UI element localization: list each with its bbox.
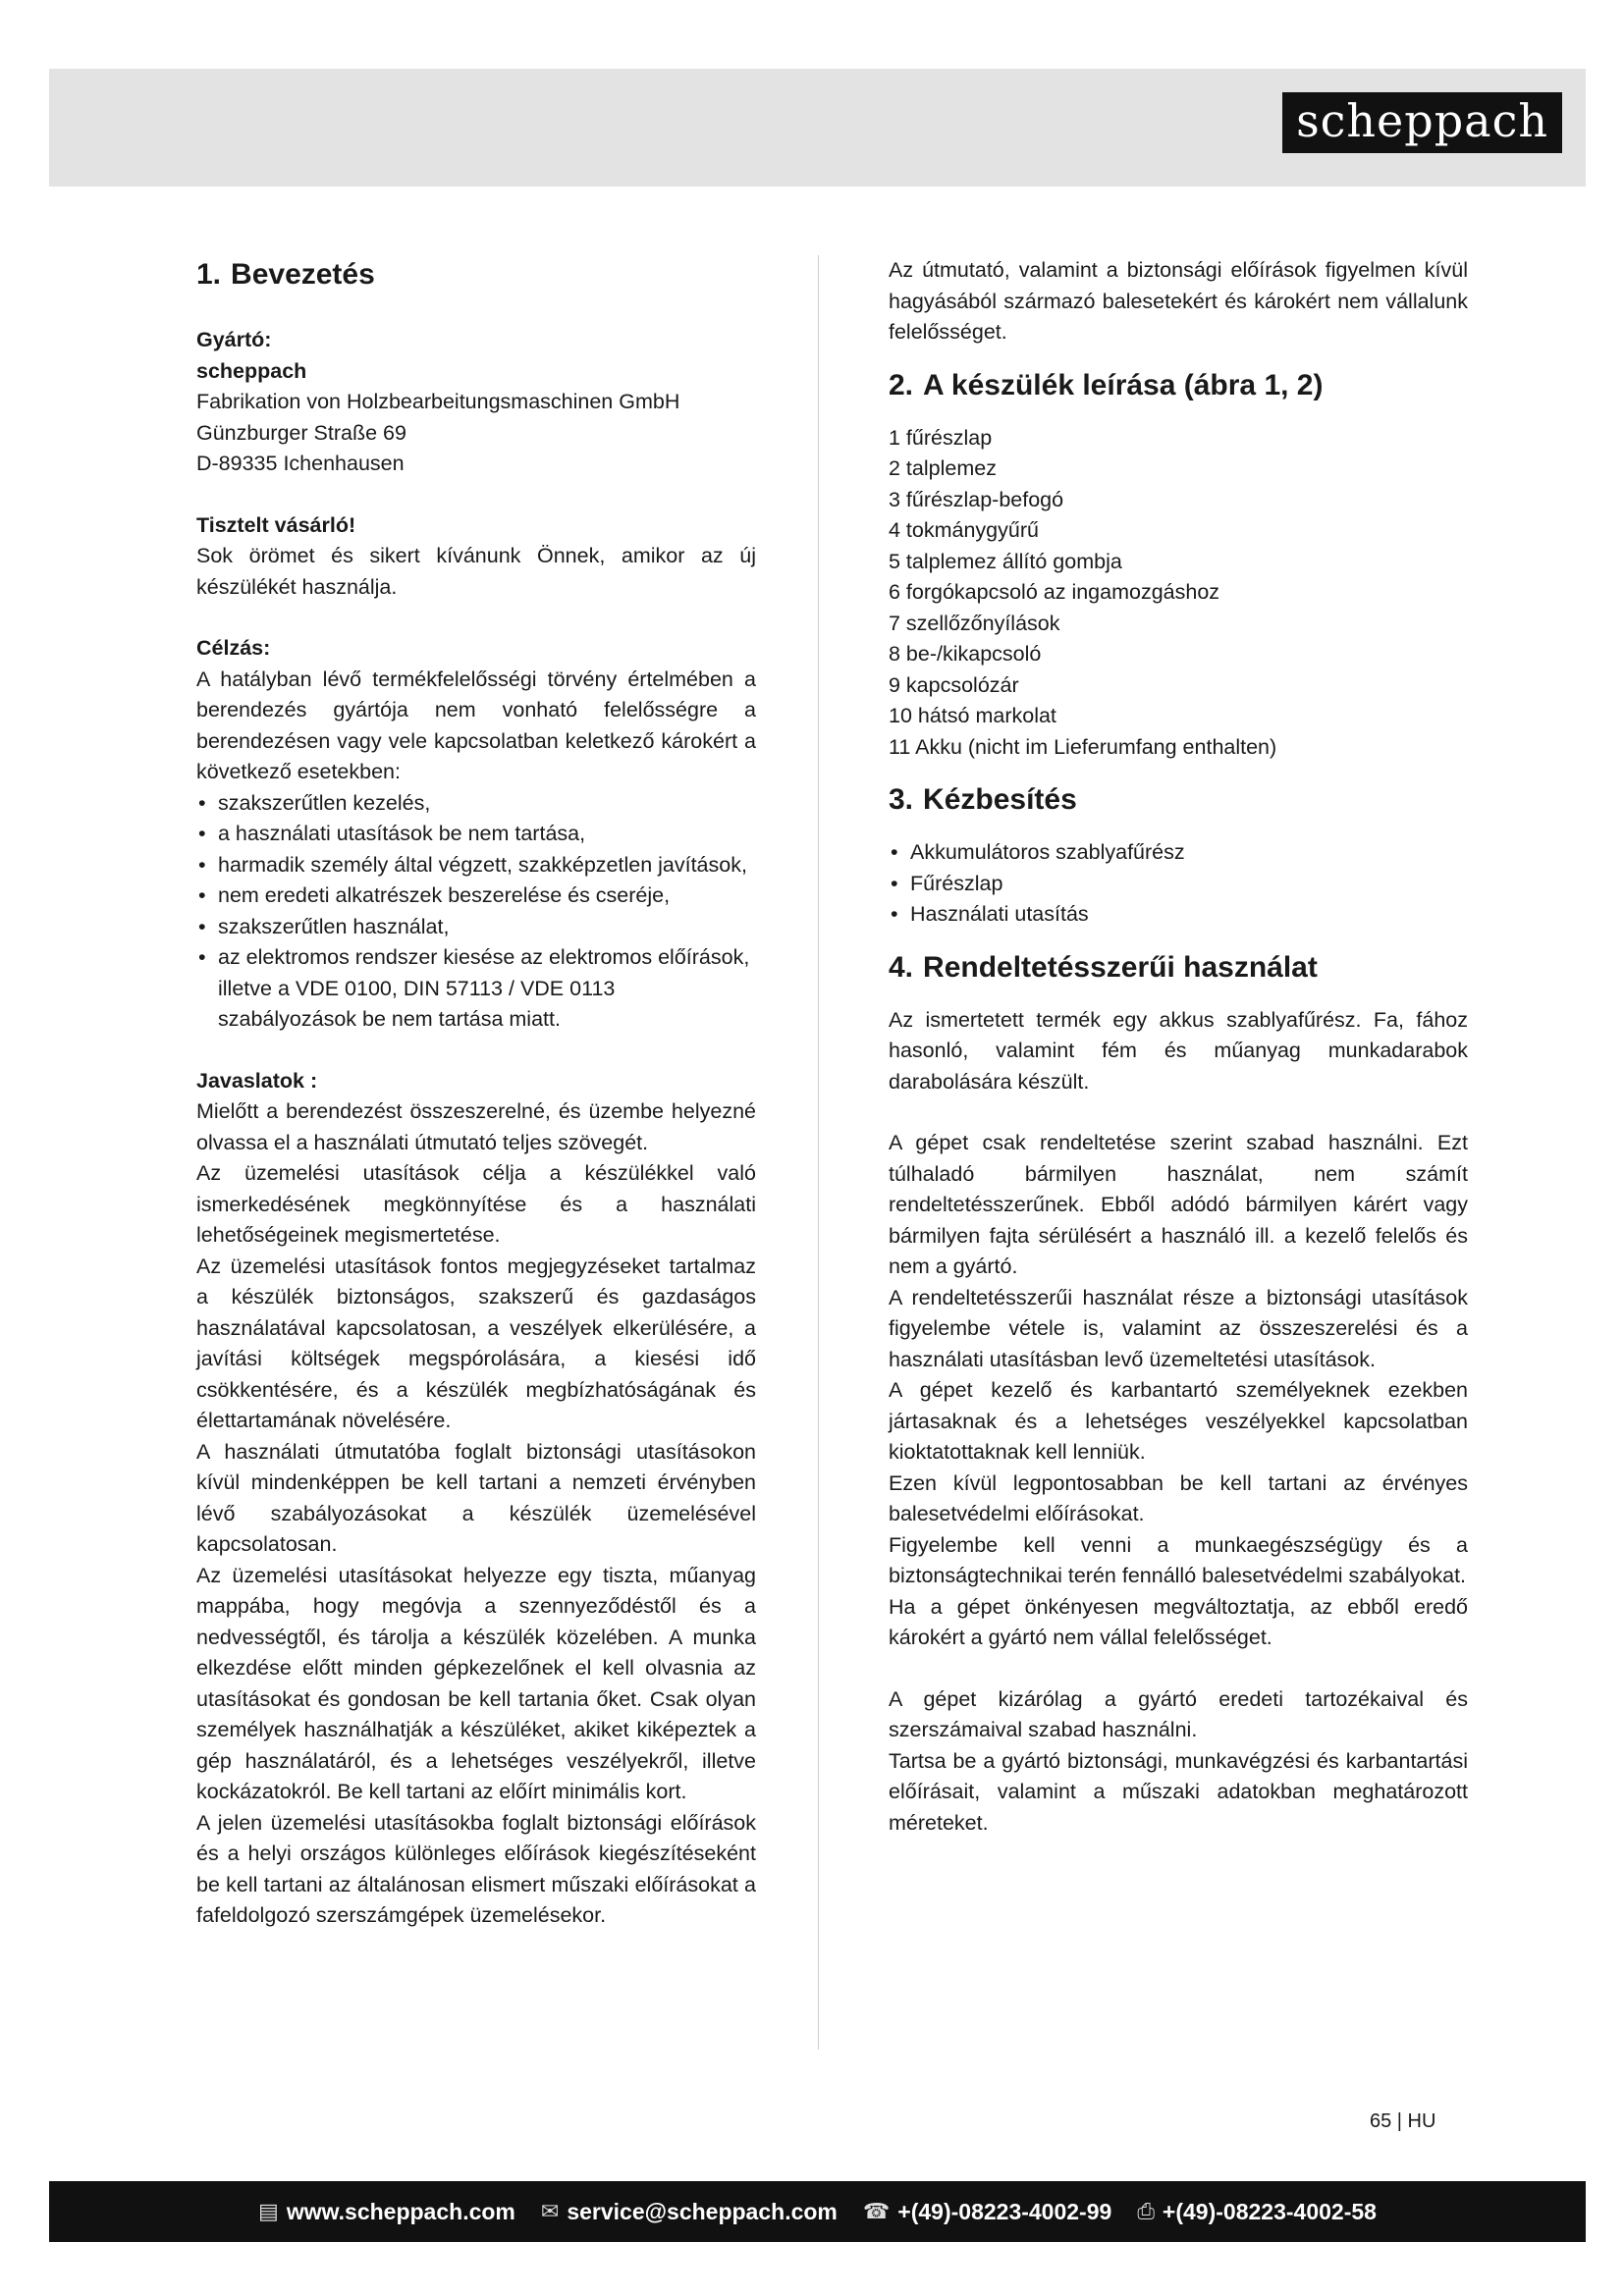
recommendation-paragraph: Az üzemelési utasításokat helyezze egy tiszta, műanyag mappába, hogy megóvja a szennyeződéstől és a nedvességtől, és tárolja a készülék közelében. A munka elkezdése előtt minden gépkezelőnek el kell olvasnia az utasításokat és gondosan be kell tartania őket. Csak olyan személyek használhatják a készüléket, akiket kiképeztek a gép használatáról, és a lehetséges veszélyekről, illetve kockázatokról. Be kell tartani az előírt minimális kort.: [196, 1563, 756, 1803]
footer-bar: [49, 2181, 1586, 2242]
recommendation-paragraph: A használati útmutatóba foglalt biztonsági utasításokon kívül mindenképpen be kell tartani a nemzeti érvényben lévő szabályozásokat a készülék üzemelésével kapcsolatosan.: [196, 1439, 756, 1556]
footer-phone: [863, 2199, 1111, 2225]
notice-label: Célzás:: [196, 636, 271, 660]
parts-list: [889, 423, 1468, 764]
list-item: • az elektromos rendszer kiesése az elektromos előírások, illetve a VDE 0100, DIN 57113 / VDE 0113 szabályozások be nem tartása miatt.: [196, 942, 756, 1036]
brand-logo: scheppach: [1282, 92, 1562, 153]
footer-fax: [1137, 2199, 1377, 2225]
computer-icon: ▤: [258, 2199, 279, 2223]
list-item: • szakszerűtlen kezelés,: [196, 788, 756, 820]
intended-use-paragraph: A gépet kizárólag a gyártó eredeti tartozékaival és szerszámaival szabad használni.: [889, 1686, 1468, 1741]
left-column: [196, 255, 756, 1932]
manufacturer-address-line: D-89335 Ichenhausen: [196, 452, 405, 475]
intended-use-paragraph: Figyelembe kell venni a munkaegészségügy és a biztonságtechnikai terén fennálló balesetvédelmi szabályokat.: [889, 1532, 1468, 1587]
greeting-text: Sok örömet és sikert kívánunk Önnek, amikor az új készülékét használja.: [196, 544, 756, 599]
recommendation-paragraph: Az üzemelési utasítások célja a készülékkel való ismerkedésének megkönnyítése és a használati lehetőségeinek megismertetése.: [196, 1161, 756, 1247]
part-item: 6 forgókapcsoló az ingamozgáshoz: [889, 580, 1220, 604]
part-item: 3 fűrészlap-befogó: [889, 487, 1064, 511]
intended-use-paragraph: Tartsa be a gyártó biztonsági, munkavégzési és karbantartási előírásait, valamint a műszaki adatokban meghatározott méreteket.: [889, 1748, 1468, 1835]
recommendations-label: Javaslatok :: [196, 1068, 318, 1093]
part-item: 9 kapcsolózár: [889, 672, 1019, 697]
part-item: 7 szellőzőnyílások: [889, 611, 1060, 635]
fax-icon: ⎙: [1137, 2199, 1155, 2223]
notice-text: A hatályban lévő termékfelelősségi törvény értelmében a berendezés gyártója nem vonható felelősségre a berendezésen vagy vele kapcsolatban keletkező károkért a következő esetekben:: [196, 667, 756, 783]
list-item: • nem eredeti alkatrészek beszerelése és cseréje,: [196, 881, 756, 912]
recommendation-paragraph: Mielőtt a berendezést összeszerelné, és üzembe helyezné olvassa el a használati útmutató teljes szövegét.: [196, 1099, 756, 1154]
website-link[interactable]: www.scheppach.com: [286, 2198, 515, 2224]
part-item: 11 Akku (nicht im Lieferumfang enthalten): [889, 734, 1277, 759]
phone-number: +(49)-08223-4002-99: [897, 2198, 1112, 2224]
list-item: • Akkumulátoros szablyafűrész: [889, 837, 1468, 869]
intended-use-paragraph: A gépet csak rendeltetése szerint szabad használni. Ezt túlhaladó bármilyen használat, nem számít rendeltetésszerűnek. Ebből adódó bármilyen kárért vagy bármilyen fajta sérülésért a használó ill. a kezelő felelős és nem a gyártó.: [889, 1131, 1468, 1278]
greeting-label: Tisztelt vásárló!: [196, 512, 356, 537]
section-3-heading: 3. Kézbesítés: [889, 783, 1077, 816]
list-item: • harmadik személy által végzett, szakképzetlen javítások,: [196, 850, 756, 881]
mail-icon: ✉: [540, 2199, 560, 2223]
footer-website[interactable]: [258, 2199, 515, 2225]
manufacturer-address-line: Günzburger Straße 69: [196, 420, 406, 445]
intended-use-paragraph: Az ismertetett termék egy akkus szablyafűrész. Fa, fához hasonló, valamint fém és műanyag munkadarabok darabolására készült.: [889, 1007, 1468, 1094]
recommendation-paragraph: A jelen üzemelési utasításokba foglalt biztonsági előírások és a helyi országos különleges előírások kiegészítéseként be kell tartani az általánosan elismert műszaki előírásokat a fafeldolgozó szerszámgépek üzemelésekor.: [196, 1810, 756, 1927]
part-item: 4 tokmánygyűrű: [889, 518, 1039, 542]
page-number: 65 | HU: [1370, 2110, 1436, 2132]
part-item: 1 fűrészlap: [889, 425, 993, 450]
footer-email[interactable]: [541, 2199, 838, 2225]
recommendation-paragraph: Az üzemelési utasítások fontos megjegyzéseket tartalmaz a készülék biztonságos, szakszerű és gazdaságos használatával kapcsolatosan, a veszélyek elkerülésére, a javítási költségek megspórolására, a kiesési idő csökkentésére, és a készülék megbízhatóságának és élettartamának növelésére.: [196, 1254, 756, 1432]
manufacturer-label: Gyártó:: [196, 328, 272, 351]
phone-icon: ☎: [862, 2199, 891, 2223]
header-bar: [49, 69, 1586, 187]
email-link[interactable]: service@scheppach.com: [567, 2198, 838, 2224]
part-item: 2 talplemez: [889, 456, 997, 480]
list-item: • szakszerűtlen használat,: [196, 912, 756, 943]
intended-use-paragraph: A gépet kezelő és karbantartó személyeknek ezekben jártasaknak és a lehetséges veszélyekkel kapcsolatban kioktatottaknak kell lenniük.: [889, 1378, 1468, 1464]
manufacturer-address-line: Fabrikation von Holzbearbeitungsmaschinen GmbH: [196, 390, 680, 413]
list-item: • Fűrészlap: [889, 869, 1468, 900]
liability-exclusion-list: [196, 788, 756, 1036]
right-column: [889, 255, 1468, 1839]
delivery-list: [889, 837, 1468, 931]
part-item: 10 hátsó markolat: [889, 704, 1056, 727]
section-2-heading: 2. A készülék leírása (ábra 1, 2): [889, 368, 1324, 401]
intended-use-paragraph: Ha a gépet önkényesen megváltoztatja, az ebből eredő károkért a gyártó nem vállal felelősséget.: [889, 1594, 1468, 1649]
column-divider: [818, 255, 819, 2050]
fax-number: +(49)-08223-4002-58: [1162, 2198, 1377, 2224]
section-1-heading: 1. Bevezetés: [196, 258, 375, 291]
list-item: • a használati utasítások be nem tartása,: [196, 819, 756, 850]
intended-use-paragraph: A rendeltetésszerűi használat része a biztonsági utasítások figyelembe vétele is, valamint az összeszerelési és a használati utasításban levő üzemeltetési utasítások.: [889, 1285, 1468, 1371]
section-4-heading: 4. Rendeltetésszerűi használat: [889, 950, 1318, 984]
liability-intro-text: Az útmutató, valamint a biztonsági előírások figyelmen kívül hagyásából származó balesetekért és károkért nem vállalunk felelősséget.: [889, 258, 1468, 344]
part-item: 5 talplemez állító gombja: [889, 549, 1122, 573]
part-item: 8 be-/kikapcsoló: [889, 642, 1042, 666]
manufacturer-name: scheppach: [196, 358, 307, 383]
list-item: • Használati utasítás: [889, 899, 1468, 931]
intended-use-paragraph: Ezen kívül legpontosabban be kell tartani az érvényes balesetvédelmi előírásokat.: [889, 1470, 1468, 1525]
